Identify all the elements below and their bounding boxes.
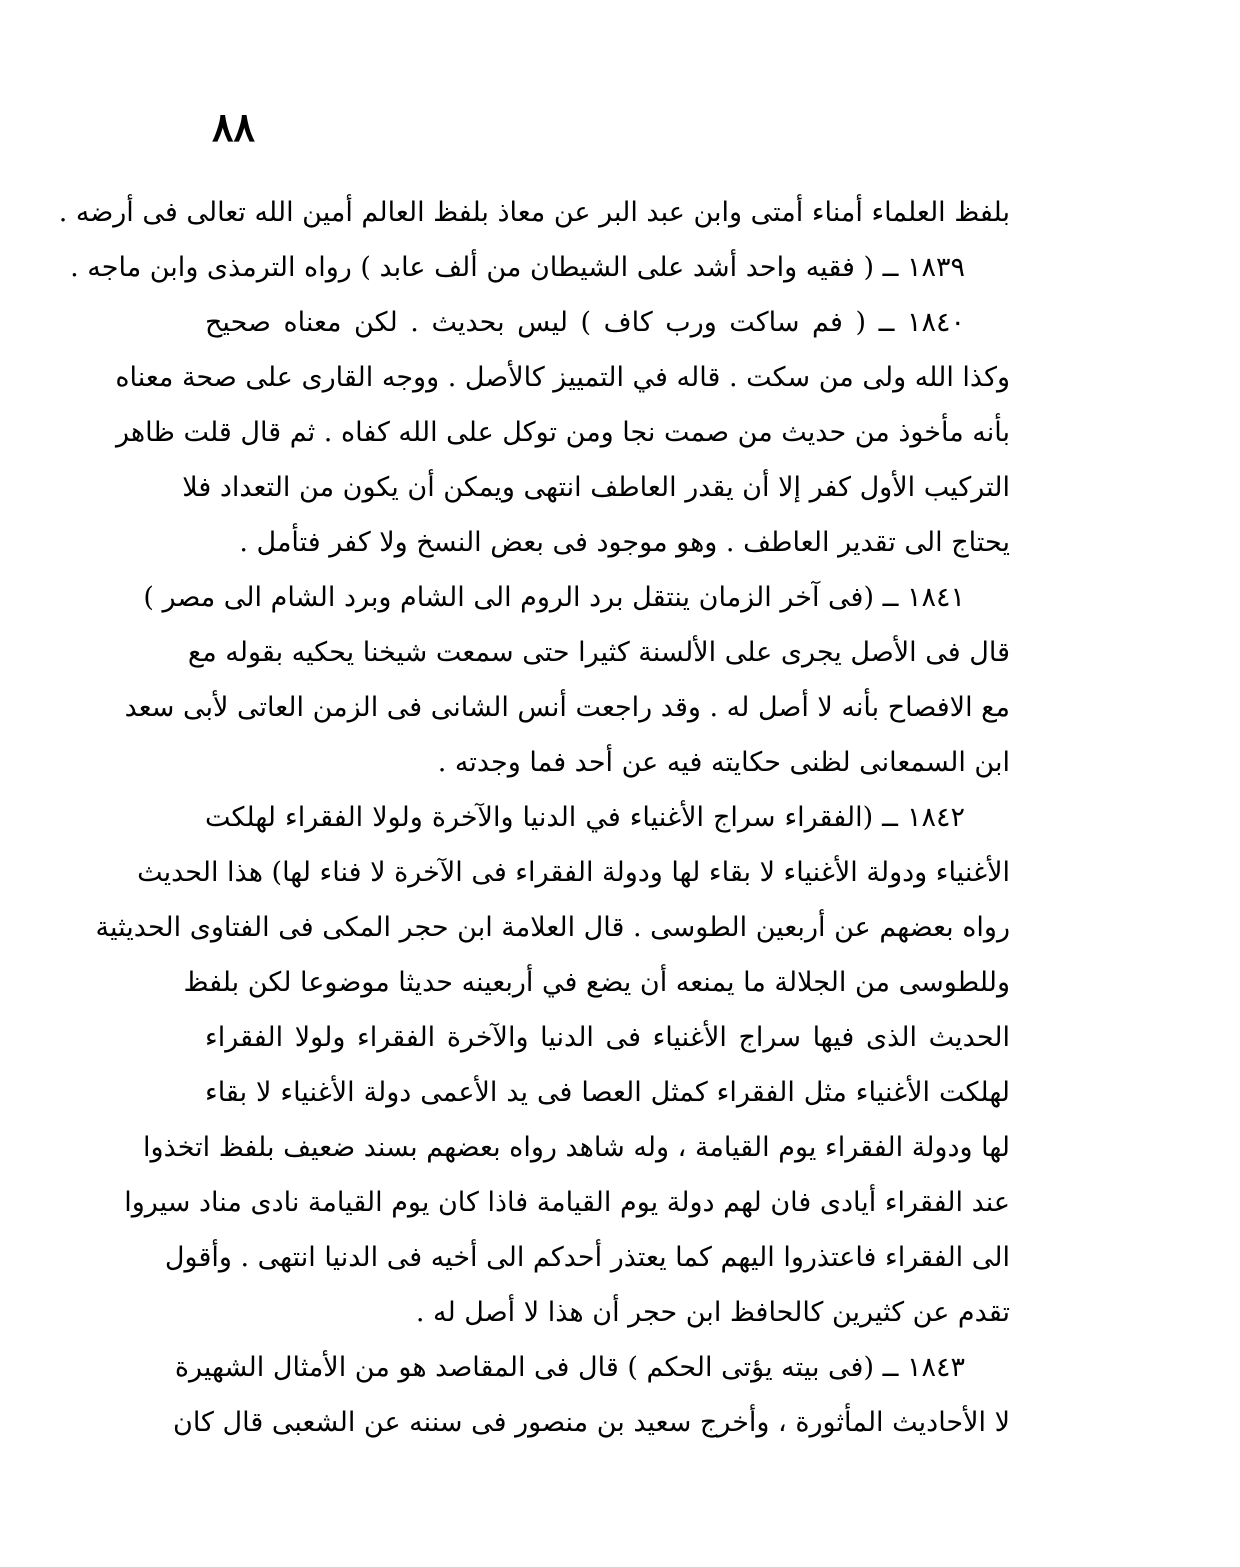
text-line: الأغنياء ودولة الأغنياء لا بقاء لها ودولة الفقراء فى الآخرة لا فناء لها) هذا الحديث [137,857,1010,888]
text-line: رواه بعضهم عن أربعين الطوسى . قال العلامة ابن حجر المكى فى الفتاوى الحديثية [95,912,1010,943]
text-line: ١٨٤٢ ــ (الفقراء سراج الأغنياء في الدنيا والآخرة ولولا الفقراء لهلكت [205,802,965,833]
text-line: ١٨٤٠ ــ ( فم ساكت ورب كاف ) ليس بحديث . لكن معناه صحيح [205,307,965,338]
text-line: لا الأحاديث المأثورة ، وأخرج سعيد بن منصور فى سننه عن الشعبى قال كان [173,1407,1010,1438]
text-line: قال فى الأصل يجرى على الألسنة كثيرا حتى سمعت شيخنا يحكيه بقوله مع [187,637,1010,668]
text-line: مع الافصاح بأنه لا أصل له . وقد راجعت أنس الشانى فى الزمن العاتى لأبى سعد [124,692,1010,723]
text-line: بلفظ العلماء أمناء أمتى وابن عبد البر عن معاذ بلفظ العالم أمين الله تعالى فى أرضه . [58,197,1010,228]
text-line: يحتاج الى تقدير العاطف . وهو موجود فى بعض النسخ ولا كفر فتأمل . [239,527,1010,558]
text-line: لهلكت الأغنياء مثل الفقراء كمثل العصا فى يد الأعمى دولة الأغنياء لا بقاء [205,1077,1010,1108]
text-line: الى الفقراء فاعتذروا اليهم كما يعتذر أحدكم الى أخيه فى الدنيا انتهى . وأقول [164,1242,1010,1273]
page-number: ٨٨ [212,104,255,151]
text-line: وكذا الله ولى من سكت . قاله في التمييز كالأصل . ووجه القارى على صحة معناه [115,362,1010,393]
text-line: بأنه مأخوذ من حديث من صمت نجا ومن توكل على الله كفاه . ثم قال قلت ظاهر [116,417,1010,448]
text-line: لها ودولة الفقراء يوم القيامة ، وله شاهد رواه بعضهم بسند ضعيف بلفظ اتخذوا [143,1132,1010,1163]
text-line: الحديث الذى فيها سراج الأغنياء فى الدنيا والآخرة الفقراء ولولا الفقراء [205,1022,1010,1053]
text-line: تقدم عن كثيرين كالحافظ ابن حجر أن هذا لا أصل له . [415,1297,1010,1328]
text-line: ابن السمعانى لظنى حكايته فيه عن أحد فما وجدته . [437,747,1010,778]
text-line: ١٨٤١ ــ (فى آخر الزمان ينتقل برد الروم الى الشام وبرد الشام الى مصر ) [143,582,965,613]
text-line: ١٨٣٩ ــ ( فقيه واحد أشد على الشيطان من ألف عابد ) رواه الترمذى وابن ماجه . [70,252,965,283]
text-line: ١٨٤٣ ــ (فى بيته يؤتى الحكم ) قال فى المقاصد هو من الأمثال الشهيرة [174,1352,965,1383]
body-text [58,185,1010,1450]
text-line: التركيب الأول كفر إلا أن يقدر العاطف انتهى ويمكن أن يكون من التعداد فلا [182,472,1010,503]
text-line: وللطوسى من الجلالة ما يمنعه أن يضع في أربعينه حديثا موضوعا لكن بلفظ [183,967,1010,998]
text-line: عند الفقراء أيادى فان لهم دولة يوم القيامة فاذا كان يوم القيامة نادى مناد سيروا [124,1187,1010,1218]
